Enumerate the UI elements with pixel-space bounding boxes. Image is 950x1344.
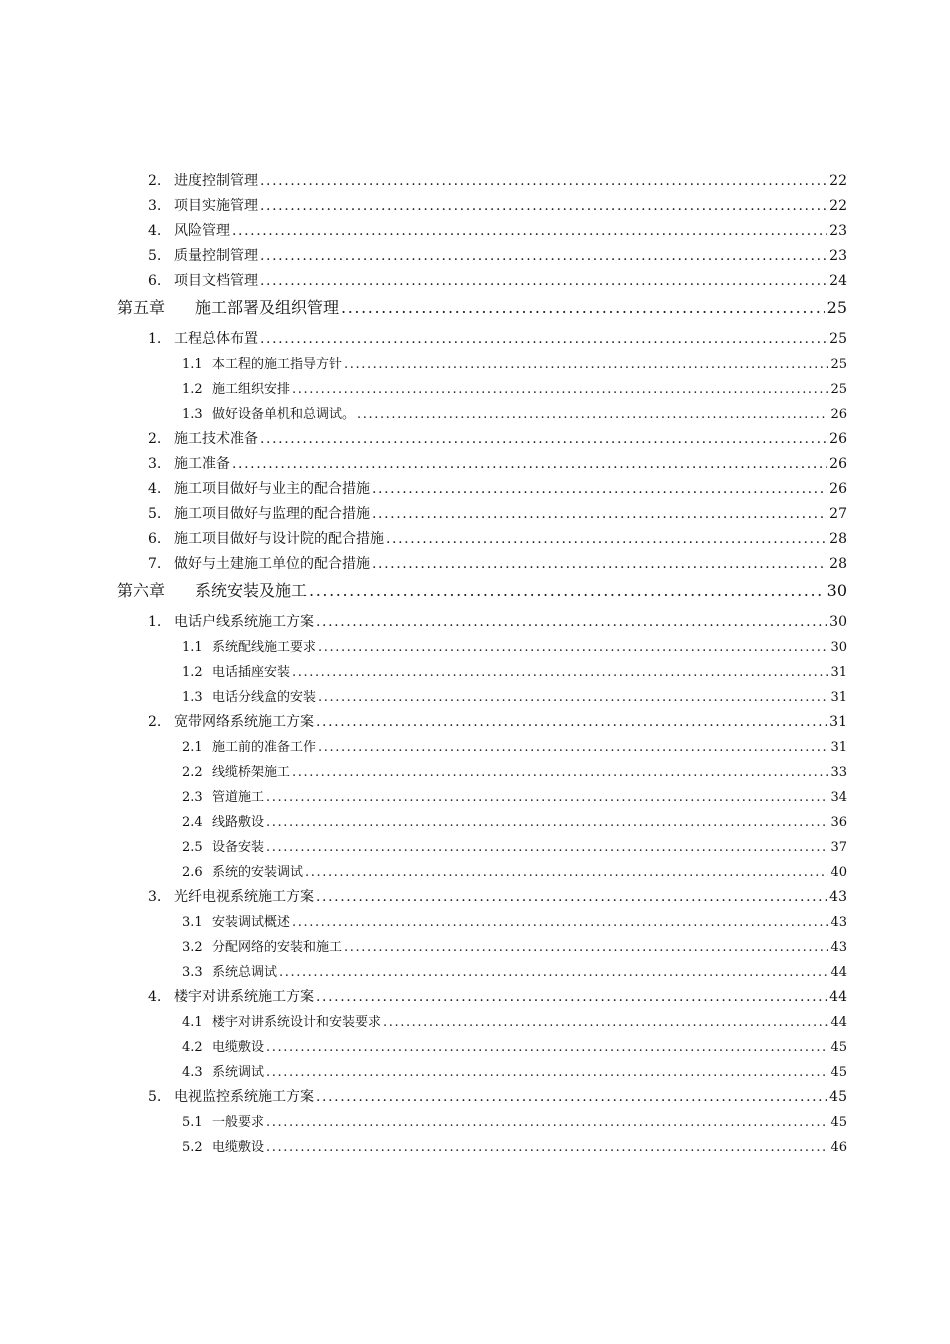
toc-entry-title: 工程总体布置 [174, 331, 258, 347]
toc-entry-number: 5. [148, 248, 162, 264]
toc-leader-dots [316, 714, 827, 730]
toc-leader-dots [266, 790, 828, 805]
toc-leader-dots [260, 248, 827, 264]
toc-entry-page: 22 [829, 173, 847, 189]
toc-leader-dots [279, 965, 828, 980]
toc-entry-page: 31 [829, 714, 847, 730]
toc-entry-title: 电缆敷设 [212, 1040, 265, 1055]
toc-entry-number: 1. [148, 614, 162, 630]
toc-entry-number: 2.1 [182, 740, 203, 755]
toc-entry-number: 5. [148, 1089, 162, 1105]
toc-entry-page: 26 [830, 407, 847, 422]
toc-entry[interactable] [0, 661, 950, 686]
toc-entry-page: 36 [830, 815, 847, 830]
toc-entry-title: 光纤电视系统施工方案 [174, 889, 314, 905]
toc-entry[interactable] [0, 528, 950, 553]
toc-entry-page: 26 [829, 431, 847, 447]
toc-leader-dots [316, 889, 827, 905]
toc-entry-page: 37 [830, 840, 847, 855]
toc-entry[interactable] [0, 936, 950, 961]
toc-entry-number: 3. [148, 198, 162, 214]
toc-entry-title: 线缆桥架施工 [212, 765, 291, 780]
toc-entry-number: 3.1 [182, 915, 203, 930]
toc-leader-dots [292, 765, 828, 780]
toc-leader-dots [372, 506, 827, 522]
toc-entry-page: 26 [829, 456, 847, 472]
toc-entry-page: 30 [829, 614, 847, 630]
toc-entry[interactable] [0, 353, 950, 378]
toc-entry-title: 系统安装及施工 [195, 581, 308, 600]
toc-entry-title: 进度控制管理 [174, 173, 258, 189]
toc-entry-page: 31 [830, 740, 847, 755]
toc-entry-title: 楼宇对讲系统施工方案 [174, 989, 314, 1005]
toc-entry[interactable] [0, 811, 950, 836]
toc-entry[interactable] [0, 861, 950, 886]
toc-entry-title: 楼宇对讲系统设计和安装要求 [212, 1015, 382, 1030]
toc-entry[interactable] [0, 1036, 950, 1061]
toc-entry-number: 3.3 [182, 965, 203, 980]
toc-entry-page: 30 [830, 640, 847, 655]
toc-entry-number: 第六章 [117, 581, 166, 600]
toc-entry[interactable] [0, 711, 950, 736]
toc-entry-number: 2. [148, 714, 162, 730]
toc-leader-dots [344, 357, 828, 372]
toc-entry-title: 宽带网络系统施工方案 [174, 714, 314, 730]
toc-entry-number: 5.2 [182, 1140, 203, 1155]
toc-entry-number: 第五章 [117, 298, 166, 317]
toc-entry-title: 施工前的准备工作 [212, 740, 317, 755]
toc-entry[interactable] [0, 611, 950, 636]
toc-entry[interactable] [0, 786, 950, 811]
toc-leader-dots [386, 531, 827, 547]
toc-entry-number: 3.2 [182, 940, 203, 955]
toc-leader-dots [266, 1065, 828, 1080]
toc-entry-title: 一般要求 [212, 1115, 265, 1130]
toc-entry[interactable] [0, 886, 950, 911]
toc-leader-dots [341, 298, 825, 317]
toc-leader-dots [292, 665, 828, 680]
toc-entry-title: 电缆敷设 [212, 1140, 265, 1155]
toc-leader-dots [260, 431, 827, 447]
toc-entry[interactable] [0, 1086, 950, 1111]
toc-entry-title: 施工项目做好与业主的配合措施 [174, 481, 370, 497]
toc-entry-title: 电话分线盒的安装 [212, 690, 317, 705]
toc-entry-page: 25 [829, 331, 847, 347]
toc-leader-dots [357, 407, 828, 422]
toc-entry-title: 做好与土建施工单位的配合措施 [174, 556, 370, 572]
toc-leader-dots [260, 273, 827, 289]
toc-entry-number: 2. [148, 431, 162, 447]
table-of-contents [0, 170, 950, 1161]
toc-leader-dots [260, 331, 827, 347]
toc-entry-number: 2.3 [182, 790, 203, 805]
toc-leader-dots [232, 223, 827, 239]
toc-entry-title: 系统总调试 [212, 965, 278, 980]
toc-entry-page: 45 [830, 1115, 847, 1130]
toc-entry-page: 43 [830, 915, 847, 930]
toc-entry-page: 26 [829, 481, 847, 497]
toc-leader-dots [372, 556, 827, 572]
toc-entry[interactable] [0, 245, 950, 270]
toc-entry[interactable] [0, 961, 950, 986]
toc-entry-number: 1.2 [182, 665, 203, 680]
toc-entry-page: 43 [829, 889, 847, 905]
toc-entry-number: 2.6 [182, 865, 203, 880]
toc-entry-number: 3. [148, 456, 162, 472]
toc-entry[interactable] [0, 686, 950, 711]
toc-entry[interactable] [0, 328, 950, 353]
toc-entry-page: 45 [830, 1040, 847, 1055]
toc-entry-number: 1.1 [182, 357, 203, 372]
toc-leader-dots [305, 865, 828, 880]
toc-leader-dots [292, 915, 828, 930]
toc-entry[interactable] [0, 986, 950, 1011]
toc-entry-title: 分配网络的安装和施工 [212, 940, 343, 955]
toc-entry-title: 电视监控系统施工方案 [174, 1089, 314, 1105]
toc-entry-page: 44 [830, 965, 847, 980]
toc-entry-page: 40 [830, 865, 847, 880]
toc-entry-title: 系统的安装调试 [212, 865, 304, 880]
toc-entry-title: 系统调试 [212, 1065, 265, 1080]
toc-leader-dots [372, 481, 827, 497]
toc-entry-page: 46 [830, 1140, 847, 1155]
toc-leader-dots [266, 840, 828, 855]
toc-entry-page: 24 [829, 273, 847, 289]
toc-entry-page: 27 [829, 506, 847, 522]
toc-entry[interactable] [0, 453, 950, 478]
toc-entry[interactable] [0, 403, 950, 428]
toc-leader-dots [316, 614, 827, 630]
toc-entry-page: 25 [830, 357, 847, 372]
toc-entry-title: 质量控制管理 [174, 248, 258, 264]
toc-entry-title: 线路敷设 [212, 815, 265, 830]
toc-leader-dots [266, 1040, 828, 1055]
toc-entry-page: 34 [830, 790, 847, 805]
toc-entry-number: 4.3 [182, 1065, 203, 1080]
toc-entry[interactable] [0, 478, 950, 503]
toc-entry[interactable] [0, 270, 950, 295]
toc-entry-page: 43 [830, 940, 847, 955]
toc-leader-dots [260, 173, 827, 189]
toc-entry-page: 23 [829, 248, 847, 264]
toc-entry[interactable] [0, 220, 950, 245]
toc-leader-dots [318, 690, 828, 705]
toc-entry-number: 4. [148, 989, 162, 1005]
toc-entry-title: 施工准备 [174, 456, 230, 472]
toc-entry-number: 5.1 [182, 1115, 203, 1130]
toc-entry[interactable] [0, 836, 950, 861]
toc-entry[interactable] [0, 911, 950, 936]
toc-entry-page: 33 [830, 765, 847, 780]
toc-entry-number: 6. [148, 531, 162, 547]
toc-entry-page: 28 [829, 556, 847, 572]
toc-entry-page: 31 [830, 690, 847, 705]
toc-leader-dots [383, 1015, 828, 1030]
toc-entry-title: 电话户线系统施工方案 [174, 614, 314, 630]
toc-entry[interactable] [0, 503, 950, 528]
toc-entry-number: 1. [148, 331, 162, 347]
toc-entry[interactable] [0, 428, 950, 453]
toc-entry-title: 设备安装 [212, 840, 265, 855]
toc-leader-dots [344, 940, 828, 955]
toc-entry-number: 2. [148, 173, 162, 189]
toc-entry[interactable] [0, 761, 950, 786]
toc-entry-title: 项目实施管理 [174, 198, 258, 214]
toc-entry-title: 风险管理 [174, 223, 230, 239]
toc-entry-page: 25 [826, 298, 847, 317]
toc-entry-number: 7. [148, 556, 162, 572]
toc-leader-dots [318, 740, 828, 755]
toc-entry[interactable] [0, 195, 950, 220]
toc-entry[interactable] [0, 553, 950, 578]
toc-entry[interactable] [0, 1011, 950, 1036]
toc-entry-number: 1.3 [182, 690, 203, 705]
toc-entry-title: 施工组织安排 [212, 382, 291, 397]
toc-leader-dots [316, 989, 827, 1005]
toc-entry-title: 系统配线施工要求 [212, 640, 317, 655]
toc-leader-dots [260, 198, 827, 214]
toc-leader-dots [309, 581, 825, 600]
toc-entry-page: 30 [826, 581, 847, 600]
toc-entry[interactable] [0, 636, 950, 661]
toc-entry-page: 25 [830, 382, 847, 397]
toc-entry[interactable] [0, 1136, 950, 1161]
toc-entry[interactable] [0, 736, 950, 761]
toc-entry-number: 2.4 [182, 815, 203, 830]
toc-entry-number: 2.5 [182, 840, 203, 855]
toc-entry-number: 6. [148, 273, 162, 289]
toc-entry-title: 做好设备单机和总调试。 [212, 407, 356, 422]
toc-leader-dots [266, 815, 828, 830]
toc-entry-number: 4. [148, 481, 162, 497]
toc-leader-dots [232, 456, 827, 472]
toc-leader-dots [266, 1140, 828, 1155]
toc-entry-page: 22 [829, 198, 847, 214]
toc-chapter[interactable] [0, 578, 950, 607]
toc-leader-dots [318, 640, 828, 655]
toc-entry-title: 施工项目做好与设计院的配合措施 [174, 531, 384, 547]
toc-entry[interactable] [0, 170, 950, 195]
toc-entry-number: 1.2 [182, 382, 203, 397]
toc-entry-page: 45 [830, 1065, 847, 1080]
toc-entry-number: 1.1 [182, 640, 203, 655]
toc-leader-dots [266, 1115, 828, 1130]
toc-entry-number: 4.2 [182, 1040, 203, 1055]
toc-entry[interactable] [0, 1061, 950, 1086]
toc-entry-page: 31 [830, 665, 847, 680]
toc-entry-title: 安装调试概述 [212, 915, 291, 930]
toc-entry-page: 44 [829, 989, 847, 1005]
toc-entry-title: 项目文档管理 [174, 273, 258, 289]
toc-entry-number: 3. [148, 889, 162, 905]
toc-entry-title: 本工程的施工指导方针 [212, 357, 343, 372]
toc-chapter[interactable] [0, 295, 950, 324]
toc-leader-dots [292, 382, 828, 397]
toc-entry-page: 45 [829, 1089, 847, 1105]
toc-entry-page: 44 [830, 1015, 847, 1030]
toc-entry-title: 施工部署及组织管理 [195, 298, 340, 317]
toc-entry-title: 施工技术准备 [174, 431, 258, 447]
toc-entry-number: 4. [148, 223, 162, 239]
toc-entry-page: 28 [829, 531, 847, 547]
toc-leader-dots [316, 1089, 827, 1105]
toc-entry-number: 1.3 [182, 407, 203, 422]
toc-entry[interactable] [0, 1111, 950, 1136]
toc-entry-title: 管道施工 [212, 790, 265, 805]
toc-entry-page: 23 [829, 223, 847, 239]
toc-entry-title: 施工项目做好与监理的配合措施 [174, 506, 370, 522]
toc-entry-title: 电话插座安装 [212, 665, 291, 680]
toc-entry-number: 5. [148, 506, 162, 522]
toc-entry-number: 4.1 [182, 1015, 203, 1030]
toc-entry-number: 2.2 [182, 765, 203, 780]
toc-entry[interactable] [0, 378, 950, 403]
